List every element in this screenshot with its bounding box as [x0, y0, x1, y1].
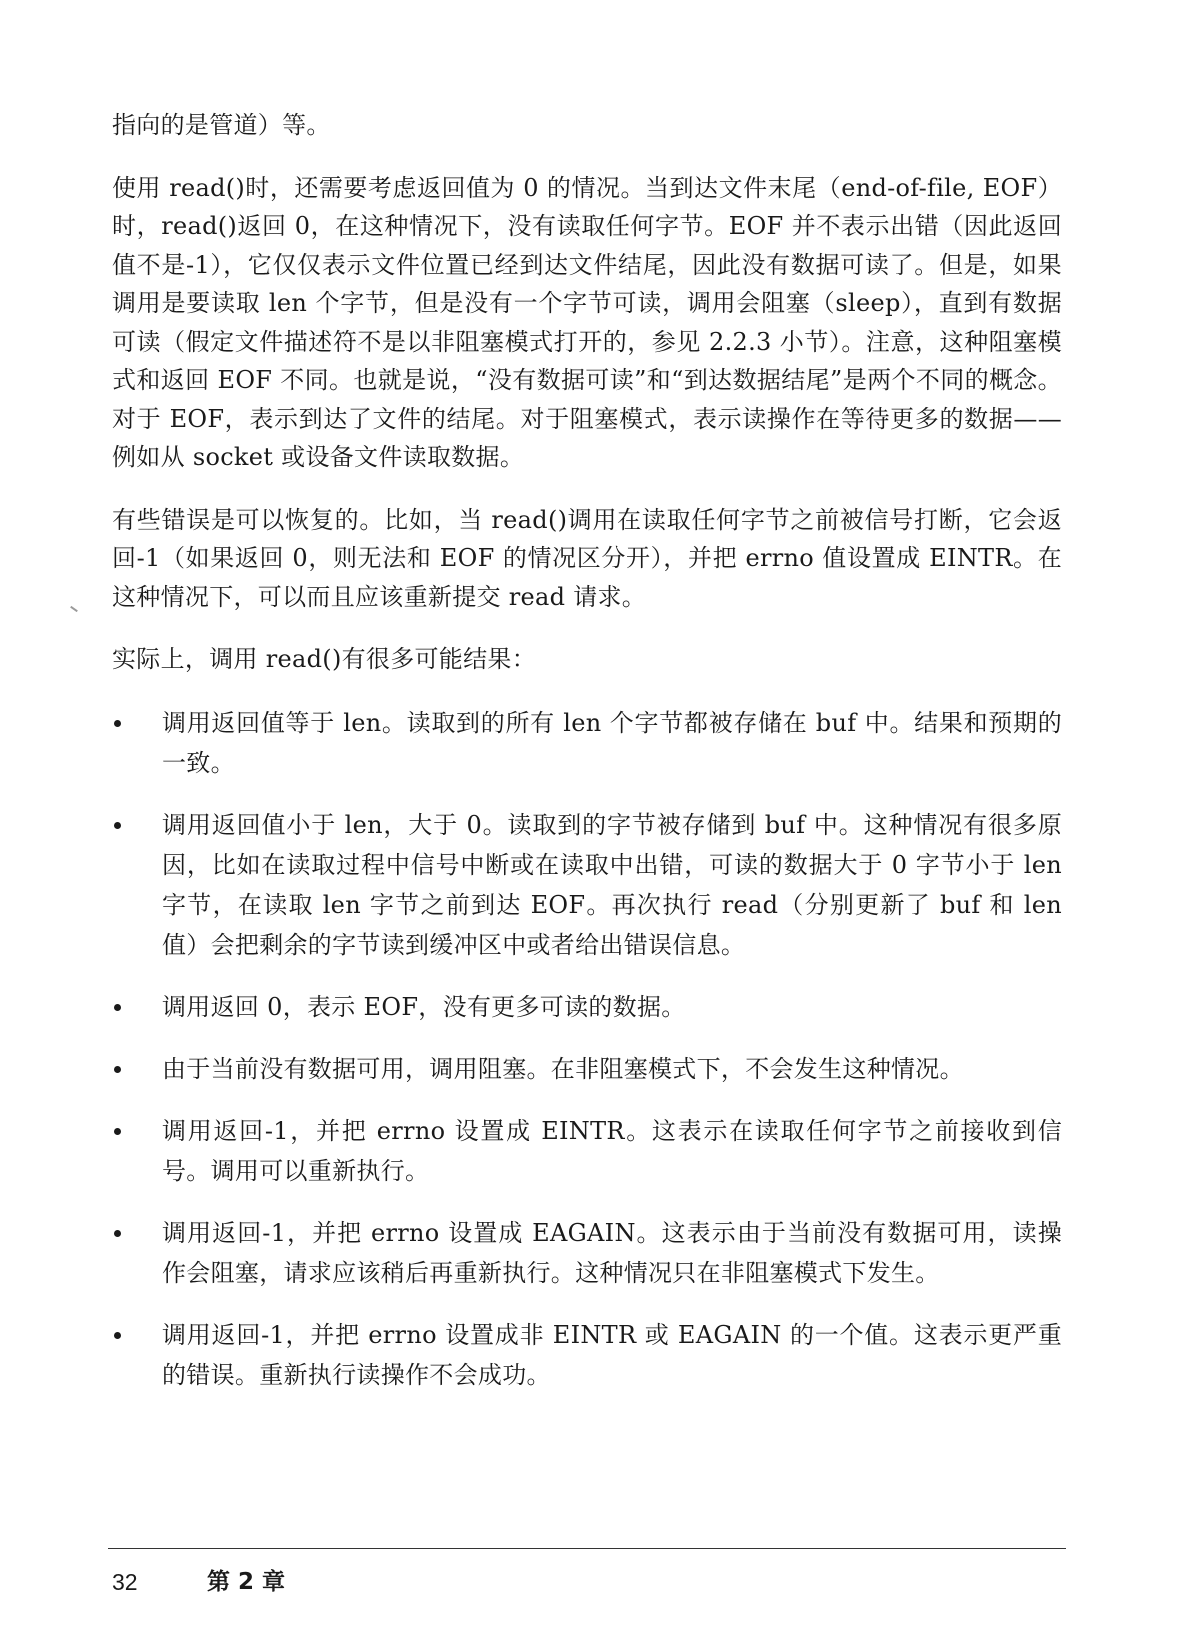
list-item [112, 1049, 1062, 1089]
list-item [112, 703, 1062, 783]
footer-divider [108, 1548, 1066, 1549]
bullet-icon [114, 1332, 121, 1339]
list-item [112, 1213, 1062, 1293]
page-number: 32 [112, 1569, 138, 1595]
list-item-text: 调用返回-1，并把 errno 设置成非 EINTR 或 EAGAIN 的一个值。这表示更严重的错误。重新执行读操作不会成功。 [162, 1320, 1063, 1389]
margin-mark [70, 606, 78, 612]
paragraph-continuation: 指向的是管道）等。 [112, 111, 331, 139]
list-item-text: 调用返回值等于 len。读取到的所有 len 个字节都被存储在 buf 中。结果和预期的一致。 [162, 708, 1062, 777]
paragraph-eof: 使用 read()时，还需要考虑返回值为 0 的情况。当到达文件末尾（end-of-file, EOF）时，read()返回 0，在这种情况下，没有读取任何字节。EOF 并不表示出错（因此返回值不是-1），它仅仅表示文件位置已经到达文件结尾，因此没有数据可读了。但是，如果调用是要读取 len 个字节，但是没有一个字节可读，调用会阻塞（sleep），直到有数据可读（假定文件描述符不是以非阻塞模式打开的，参见 2.2.3 小节）。注意，这种阻塞模式和返回 EOF 不同。也就是说，“没有数据可读”和“到达数据结尾”是两个不同的概念。对于 EOF，表示到达了文件的结尾。对于阻塞模式，表示读操作在等待更多的数据——例如从 socket 或设备文件读取数据。 [112, 173, 1062, 471]
list-item-text: 调用返回 0，表示 EOF，没有更多可读的数据。 [162, 992, 686, 1021]
list-item-text: 调用返回-1，并把 errno 设置成 EAGAIN。这表示由于当前没有数据可用，读操作会阻塞，请求应该稍后再重新执行。这种情况只在非阻塞模式下发生。 [162, 1218, 1062, 1287]
list-item-text: 调用返回值小于 len，大于 0。读取到的字节被存储到 buf 中。这种情况有很多原因，比如在读取过程中信号中断或在读取中出错，可读的数据大于 0 字节小于 len 字节，在读取 len 字节之前到达 EOF。再次执行 read（分别更新了 buf 和 len 值）会把剩余的字节读到缓冲区中或者给出错误信息。 [162, 810, 1062, 959]
list-item [112, 987, 1062, 1027]
results-list [112, 703, 1062, 1395]
bullet-icon [114, 1004, 121, 1011]
bullet-icon [114, 1230, 121, 1237]
bullet-icon [114, 1066, 121, 1073]
bullet-icon [114, 822, 121, 829]
page-body [112, 106, 1062, 1417]
bullet-icon [114, 1128, 121, 1135]
paragraph-possible-results: 实际上，调用 read()有很多可能结果： [112, 645, 537, 673]
list-item-text: 由于当前没有数据可用，调用阻塞。在非阻塞模式下，不会发生这种情况。 [162, 1054, 964, 1083]
list-item [112, 1315, 1062, 1395]
list-item-text: 调用返回-1，并把 errno 设置成 EINTR。这表示在读取任何字节之前接收到信号。调用可以重新执行。 [162, 1116, 1062, 1185]
list-item [112, 1111, 1062, 1191]
chapter-label: 第 2 章 [207, 1569, 286, 1595]
paragraph-recoverable-errors: 有些错误是可以恢复的。比如，当 read()调用在读取任何字节之前被信号打断，它会返回-1（如果返回 0，则无法和 EOF 的情况区分开），并把 errno 值设置成 EINTR。在这种情况下，可以而且应该重新提交 read 请求。 [112, 505, 1062, 611]
list-item [112, 805, 1062, 965]
bullet-icon [114, 720, 121, 727]
